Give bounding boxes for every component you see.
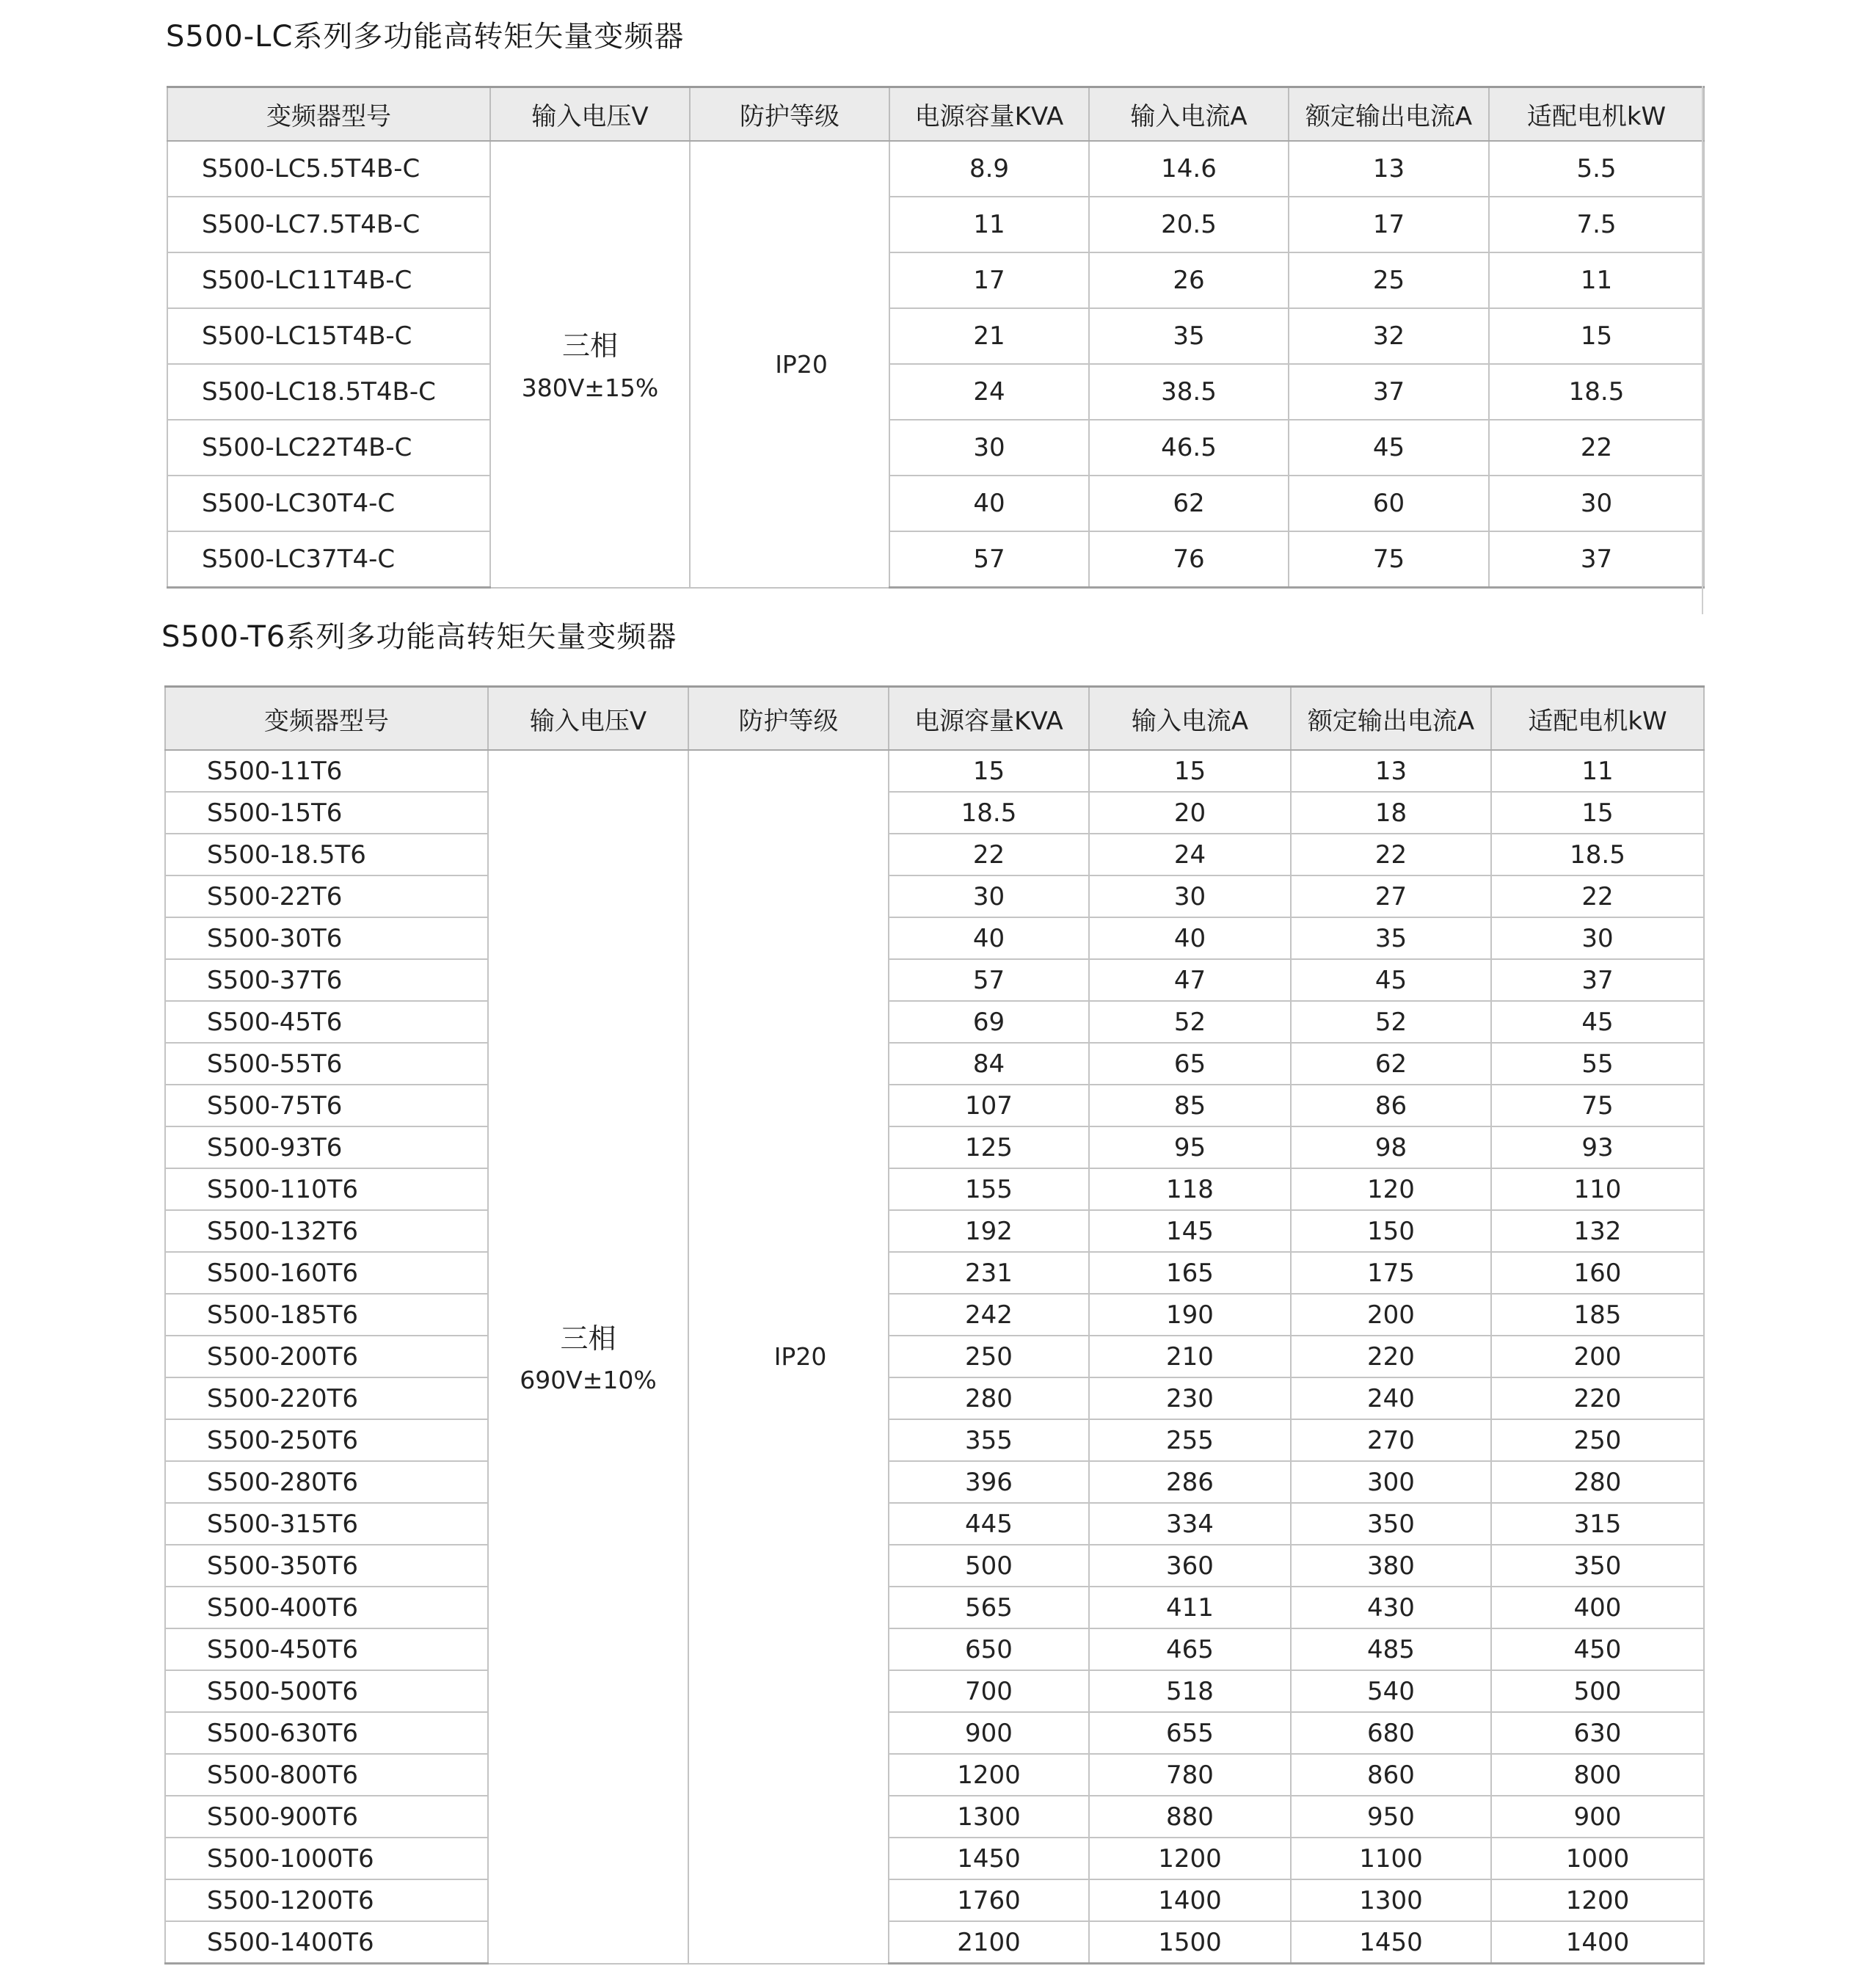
output-current-cell: 13 [1291,750,1491,792]
table-row [167,531,1704,588]
model-cell: S500-220T6 [165,1377,488,1419]
column-header: 防护等级 [690,87,889,142]
capacity-cell: 242 [889,1294,1089,1336]
column-header: 额定输出电流A [1289,87,1489,142]
input-current-cell: 1200 [1089,1838,1291,1879]
input-current-cell: 255 [1089,1419,1291,1461]
capacity-cell: 700 [889,1670,1089,1712]
table-row [165,1545,1704,1587]
output-current-cell: 220 [1291,1336,1491,1377]
model-cell: S500-200T6 [165,1336,488,1377]
column-header: 变频器型号 [165,687,488,751]
capacity-cell: 396 [889,1461,1089,1503]
model-cell: S500-280T6 [165,1461,488,1503]
motor-power-cell: 630 [1491,1712,1704,1754]
output-current-cell: 98 [1291,1126,1491,1168]
output-current-cell: 175 [1291,1252,1491,1294]
model-cell: S500-22T6 [165,875,488,917]
input-current-cell: 20.5 [1089,197,1289,252]
motor-power-cell: 315 [1491,1503,1704,1545]
capacity-cell: 57 [889,959,1089,1001]
capacity-cell: 231 [889,1252,1089,1294]
column-header: 变频器型号 [167,87,490,142]
column-header: 电源容量KVA [889,87,1089,142]
column-header: 输入电压V [490,87,690,142]
capacity-cell: 192 [889,1210,1089,1252]
table-row [165,1921,1704,1964]
motor-power-cell: 37 [1491,959,1704,1001]
column-header: 额定输出电流A [1291,687,1491,751]
capacity-cell: 155 [889,1168,1089,1210]
motor-power-cell: 220 [1491,1377,1704,1419]
output-current-cell: 350 [1291,1503,1491,1545]
output-current-cell: 485 [1291,1628,1491,1670]
input-current-cell: 65 [1089,1043,1291,1085]
table-row [165,1587,1704,1628]
model-cell: S500-500T6 [165,1670,488,1712]
input-current-cell: 47 [1089,959,1291,1001]
table-row [165,1879,1704,1921]
input-current-cell: 360 [1089,1545,1291,1587]
lc-series-title: S500-LC系列多功能高转矩矢量变频器 [166,20,685,54]
model-cell: S500-315T6 [165,1503,488,1545]
output-current-cell: 680 [1291,1712,1491,1754]
table-row [165,1085,1704,1126]
input-current-cell: 30 [1089,875,1291,917]
table-row [165,1838,1704,1879]
motor-power-cell: 400 [1491,1587,1704,1628]
table-row [167,252,1704,308]
motor-power-cell: 15 [1489,308,1704,364]
table-row [167,141,1704,197]
input-current-cell: 286 [1089,1461,1291,1503]
model-cell: S500-55T6 [165,1043,488,1085]
model-cell: S500-900T6 [165,1796,488,1838]
output-current-cell: 120 [1291,1168,1491,1210]
motor-power-cell: 11 [1489,252,1704,308]
capacity-cell: 69 [889,1001,1089,1043]
output-current-cell: 1100 [1291,1838,1491,1879]
input-current-cell: 518 [1089,1670,1291,1712]
motor-power-cell: 132 [1491,1210,1704,1252]
motor-power-cell: 185 [1491,1294,1704,1336]
output-current-cell: 950 [1291,1796,1491,1838]
table-row [167,476,1704,531]
capacity-cell: 650 [889,1628,1089,1670]
input-current-cell: 465 [1089,1628,1291,1670]
model-cell: S500-1200T6 [165,1879,488,1921]
output-current-cell: 45 [1289,420,1489,476]
motor-power-cell: 250 [1491,1419,1704,1461]
input-current-cell: 26 [1089,252,1289,308]
model-cell: S500-30T6 [165,917,488,959]
input-current-cell: 118 [1089,1168,1291,1210]
motor-power-cell: 1200 [1491,1879,1704,1921]
model-cell: S500-110T6 [165,1168,488,1210]
output-current-cell: 75 [1289,531,1489,588]
input-current-cell: 880 [1089,1796,1291,1838]
output-current-cell: 52 [1291,1001,1491,1043]
model-cell: S500-93T6 [165,1126,488,1168]
input-current-cell: 46.5 [1089,420,1289,476]
motor-power-cell: 800 [1491,1754,1704,1796]
column-header: 适配电机kW [1491,687,1704,751]
table-row [165,1126,1704,1168]
output-current-cell: 270 [1291,1419,1491,1461]
table-row [165,1294,1704,1336]
output-current-cell: 60 [1289,476,1489,531]
input-current-cell: 40 [1089,917,1291,959]
model-cell: S500-75T6 [165,1085,488,1126]
capacity-cell: 11 [889,197,1089,252]
table-row [165,1712,1704,1754]
model-cell: S500-11T6 [165,750,488,792]
input-current-cell: 62 [1089,476,1289,531]
capacity-cell: 280 [889,1377,1089,1419]
capacity-cell: 21 [889,308,1089,364]
protection-label: IP20 [775,349,828,379]
capacity-cell: 40 [889,917,1089,959]
capacity-cell: 500 [889,1545,1089,1587]
motor-power-cell: 18.5 [1489,364,1704,420]
output-current-cell: 27 [1291,875,1491,917]
input-current-cell: 1500 [1089,1921,1291,1964]
column-header: 输入电压V [488,687,688,751]
table-row [167,197,1704,252]
table-row [167,308,1704,364]
model-cell: S500-1000T6 [165,1838,488,1879]
capacity-cell: 84 [889,1043,1089,1085]
input-current-cell: 20 [1089,792,1291,834]
output-current-cell: 380 [1291,1545,1491,1587]
input-current-cell: 145 [1089,1210,1291,1252]
model-cell: S500-400T6 [165,1587,488,1628]
input-voltage-cell [488,750,688,1964]
motor-power-cell: 55 [1491,1043,1704,1085]
protection-cell [688,750,889,1964]
input-current-cell: 190 [1089,1294,1291,1336]
capacity-cell: 30 [889,420,1089,476]
table-row [165,1796,1704,1838]
motor-power-cell: 1000 [1491,1838,1704,1879]
capacity-cell: 40 [889,476,1089,531]
table-row [165,959,1704,1001]
output-current-cell: 1300 [1291,1879,1491,1921]
output-current-cell: 32 [1289,308,1489,364]
table-row [165,834,1704,875]
input-current-cell: 52 [1089,1001,1291,1043]
table-row [167,364,1704,420]
output-current-cell: 22 [1291,834,1491,875]
table-row [165,1628,1704,1670]
input-current-cell: 411 [1089,1587,1291,1628]
voltage-label: 690V±10% [520,1366,657,1395]
capacity-cell: 17 [889,252,1089,308]
model-cell: S500-450T6 [165,1628,488,1670]
capacity-cell: 900 [889,1712,1089,1754]
motor-power-cell: 500 [1491,1670,1704,1712]
column-header: 输入电流A [1089,87,1289,142]
motor-power-cell: 22 [1489,420,1704,476]
motor-power-cell: 15 [1491,792,1704,834]
capacity-cell: 18.5 [889,792,1089,834]
model-cell: S500-LC18.5T4B-C [167,364,490,420]
capacity-cell: 22 [889,834,1089,875]
motor-power-cell: 93 [1491,1126,1704,1168]
output-current-cell: 240 [1291,1377,1491,1419]
model-cell: S500-LC37T4-C [167,531,490,588]
output-current-cell: 35 [1291,917,1491,959]
output-current-cell: 13 [1289,141,1489,197]
capacity-cell: 565 [889,1587,1089,1628]
capacity-cell: 57 [889,531,1089,588]
model-cell: S500-800T6 [165,1754,488,1796]
table-row [165,875,1704,917]
capacity-cell: 2100 [889,1921,1089,1964]
input-current-cell: 165 [1089,1252,1291,1294]
model-cell: S500-630T6 [165,1712,488,1754]
motor-power-cell: 280 [1491,1461,1704,1503]
input-current-cell: 1400 [1089,1879,1291,1921]
output-current-cell: 18 [1291,792,1491,834]
capacity-cell: 30 [889,875,1089,917]
table-header-row [165,687,1704,751]
t6-series-title: S500-T6系列多功能高转矩矢量变频器 [161,620,677,654]
motor-power-cell: 30 [1491,917,1704,959]
phase-label: 三相 [560,1322,616,1355]
capacity-cell: 8.9 [889,141,1089,197]
model-cell: S500-185T6 [165,1294,488,1336]
table-row [165,1461,1704,1503]
motor-power-cell: 22 [1491,875,1704,917]
voltage-label: 380V±15% [521,373,659,402]
table-edge-line [1702,86,1703,614]
table-row [165,1210,1704,1252]
model-cell: S500-160T6 [165,1252,488,1294]
output-current-cell: 17 [1289,197,1489,252]
protection-cell [690,141,889,588]
input-current-cell: 95 [1089,1126,1291,1168]
table-row [165,1001,1704,1043]
lc-series-spec-table [167,86,1705,589]
output-current-cell: 150 [1291,1210,1491,1252]
input-current-cell: 85 [1089,1085,1291,1126]
motor-power-cell: 5.5 [1489,141,1704,197]
model-cell: S500-LC7.5T4B-C [167,197,490,252]
model-cell: S500-132T6 [165,1210,488,1252]
table-row [167,420,1704,476]
model-cell: S500-LC30T4-C [167,476,490,531]
output-current-cell: 200 [1291,1294,1491,1336]
model-cell: S500-15T6 [165,792,488,834]
table-header-row [167,87,1704,142]
column-header: 电源容量KVA [889,687,1089,751]
motor-power-cell: 450 [1491,1628,1704,1670]
model-cell: S500-LC15T4B-C [167,308,490,364]
capacity-cell: 445 [889,1503,1089,1545]
table-row [165,792,1704,834]
motor-power-cell: 37 [1489,531,1704,588]
table-row [165,917,1704,959]
table-row [165,1419,1704,1461]
model-cell: S500-18.5T6 [165,834,488,875]
capacity-cell: 250 [889,1336,1089,1377]
input-current-cell: 15 [1089,750,1291,792]
capacity-cell: 1760 [889,1879,1089,1921]
table-row [165,1168,1704,1210]
motor-power-cell: 18.5 [1491,834,1704,875]
model-cell: S500-250T6 [165,1419,488,1461]
table-row [165,1377,1704,1419]
output-current-cell: 430 [1291,1587,1491,1628]
model-cell: S500-LC5.5T4B-C [167,141,490,197]
output-current-cell: 540 [1291,1670,1491,1712]
t6-series-spec-table [164,685,1705,1965]
model-cell: S500-1400T6 [165,1921,488,1964]
capacity-cell: 15 [889,750,1089,792]
motor-power-cell: 900 [1491,1796,1704,1838]
column-header: 输入电流A [1089,687,1291,751]
capacity-cell: 107 [889,1085,1089,1126]
input-voltage-cell [490,141,690,588]
table-row [165,1754,1704,1796]
capacity-cell: 24 [889,364,1089,420]
input-current-cell: 334 [1089,1503,1291,1545]
phase-label: 三相 [561,329,618,363]
output-current-cell: 860 [1291,1754,1491,1796]
motor-power-cell: 75 [1491,1085,1704,1126]
model-cell: S500-37T6 [165,959,488,1001]
motor-power-cell: 110 [1491,1168,1704,1210]
input-current-cell: 24 [1089,834,1291,875]
input-current-cell: 230 [1089,1377,1291,1419]
motor-power-cell: 11 [1491,750,1704,792]
model-cell: S500-LC22T4B-C [167,420,490,476]
output-current-cell: 62 [1291,1043,1491,1085]
motor-power-cell: 200 [1491,1336,1704,1377]
table-row [165,1252,1704,1294]
input-current-cell: 76 [1089,531,1289,588]
input-current-cell: 210 [1089,1336,1291,1377]
motor-power-cell: 160 [1491,1252,1704,1294]
input-current-cell: 38.5 [1089,364,1289,420]
output-current-cell: 25 [1289,252,1489,308]
capacity-cell: 1300 [889,1796,1089,1838]
input-current-cell: 35 [1089,308,1289,364]
input-current-cell: 780 [1089,1754,1291,1796]
table-row [165,1503,1704,1545]
table-row [165,1043,1704,1085]
input-current-cell: 655 [1089,1712,1291,1754]
model-cell: S500-350T6 [165,1545,488,1587]
motor-power-cell: 1400 [1491,1921,1704,1964]
output-current-cell: 86 [1291,1085,1491,1126]
column-header: 防护等级 [688,687,889,751]
table-row [165,1670,1704,1712]
model-cell: S500-LC11T4B-C [167,252,490,308]
motor-power-cell: 7.5 [1489,197,1704,252]
column-header: 适配电机kW [1489,87,1704,142]
capacity-cell: 355 [889,1419,1089,1461]
model-cell: S500-45T6 [165,1001,488,1043]
table-row [165,750,1704,792]
motor-power-cell: 45 [1491,1001,1704,1043]
capacity-cell: 125 [889,1126,1089,1168]
output-current-cell: 300 [1291,1461,1491,1503]
motor-power-cell: 30 [1489,476,1704,531]
table-row [165,1336,1704,1377]
output-current-cell: 37 [1289,364,1489,420]
capacity-cell: 1200 [889,1754,1089,1796]
output-current-cell: 1450 [1291,1921,1491,1964]
motor-power-cell: 350 [1491,1545,1704,1587]
output-current-cell: 45 [1291,959,1491,1001]
input-current-cell: 14.6 [1089,141,1289,197]
protection-label: IP20 [773,1342,827,1372]
capacity-cell: 1450 [889,1838,1089,1879]
